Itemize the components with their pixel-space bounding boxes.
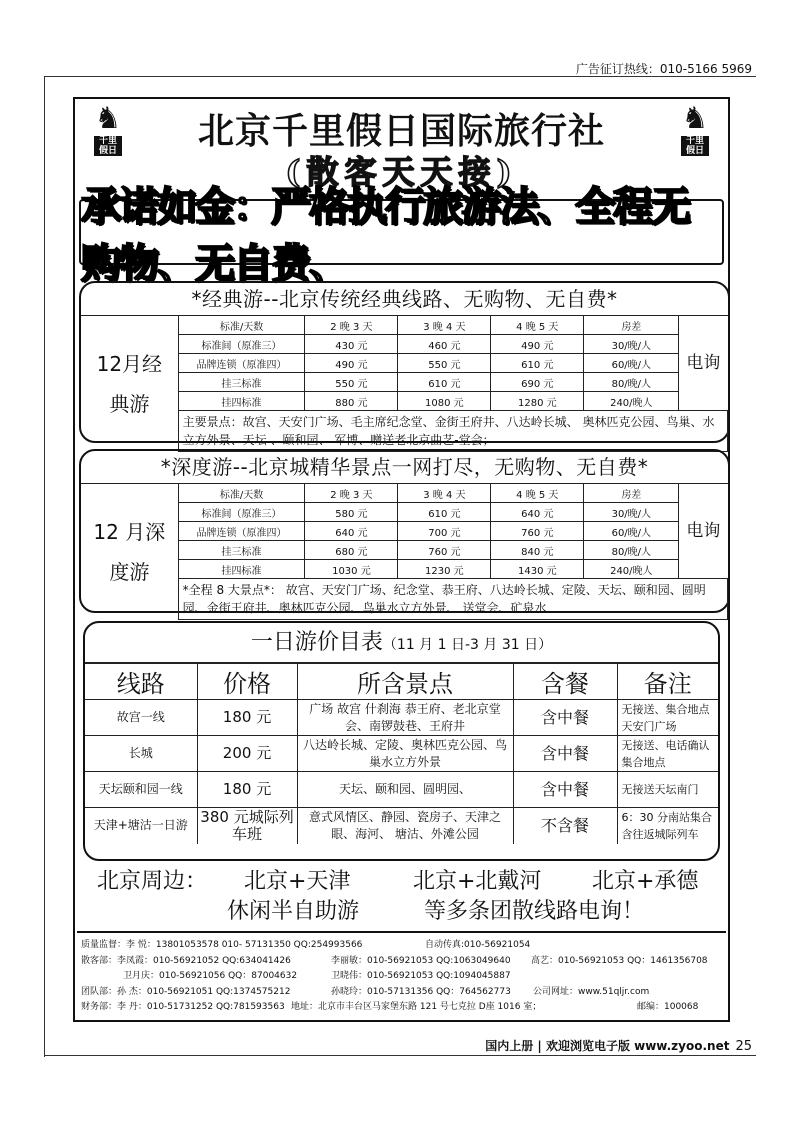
nearby-call: 等多条团散线路电询！	[424, 899, 645, 924]
table-row	[85, 664, 718, 700]
meal-cell: 不含餐	[513, 808, 617, 844]
cell: 标准间（原准三）	[178, 503, 305, 522]
sights-cell: 广场 故宫 什刹海 恭王府、老北京堂会、南锣鼓巷、王府井	[297, 700, 513, 736]
meal-cell: 含中餐	[513, 736, 617, 772]
oneday-period: （11 月 1 日-3 月 31 日）	[382, 637, 553, 653]
cell: 490 元	[305, 354, 398, 373]
contact-entry: 卫晓伟：010-56921053 QQ:1094045887	[331, 971, 511, 981]
column-header: 标准/天数	[178, 316, 305, 335]
oneday-tour-box	[83, 621, 720, 861]
cell: 80/晚/人	[584, 373, 679, 392]
route-cell: 长城	[85, 736, 197, 772]
horse-icon: ♞	[94, 101, 122, 136]
price-cell: 180 元	[197, 700, 297, 736]
table-row	[81, 503, 728, 522]
route-cell: 天津+塘沽一日游	[85, 808, 197, 844]
sights-cell: 意式风情区、静园、瓷房子、天津之眼、海河、 塘沽、外滩公园	[297, 808, 513, 844]
nearby-item: 北京+北戴河	[413, 869, 542, 894]
cell: 580 元	[305, 503, 398, 522]
contact-entry: 李丽敏：010-56921053 QQ:1063049640	[331, 955, 511, 966]
page-number: 25	[735, 1039, 752, 1054]
column-header: 含餐	[513, 664, 617, 700]
oneday-price-table	[85, 663, 718, 844]
nearby-item: 北京+承德	[592, 869, 699, 894]
table-row	[81, 354, 728, 373]
nearby-type: 休闲半自助游	[227, 899, 360, 924]
meal-cell: 含中餐	[513, 772, 617, 808]
contact-row	[81, 938, 722, 954]
left-rule	[44, 76, 45, 1057]
cell: 430 元	[305, 335, 398, 354]
cell: 品牌连锁（原准四）	[178, 354, 305, 373]
deep-tour-box	[79, 449, 730, 613]
contact-row	[81, 969, 722, 985]
cell: 840 元	[491, 541, 584, 560]
table-row	[85, 808, 718, 844]
sights-cell: 天坛、颐和园、圆明园、	[297, 772, 513, 808]
remark-cell: 无接送天坛南门	[617, 772, 718, 808]
cell: 30/晚/人	[584, 335, 679, 354]
oneday-heading	[85, 623, 718, 663]
cell: 610 元	[398, 373, 491, 392]
deep-price-table	[81, 483, 728, 620]
logo-mark: 千里 假日	[681, 136, 709, 156]
table-row	[85, 772, 718, 808]
classic-label: 12月经典游	[81, 316, 178, 452]
column-header: 备注	[617, 664, 718, 700]
contact-entry: 财务部：李 丹：010-51731252 QQ:781593563	[81, 1002, 285, 1012]
cell: 1030 元	[305, 560, 398, 579]
cell: 挂四标准	[178, 392, 305, 411]
column-header: 线路	[85, 664, 197, 700]
contact-entry: 公司网址：www.51qljr.com	[533, 986, 650, 997]
cell: 550 元	[305, 373, 398, 392]
cell: 60/晚/人	[584, 522, 679, 541]
cell: 标准间（原准三）	[178, 335, 305, 354]
deep-sights-note: *全程 8 大景点*： 故宫、天安门广场、纪念堂、恭王府、八达岭长城、定陵、天坛、颐和园、圆明园、金街王府井、奥林匹克公园、鸟巢水立方外景、 送堂会、矿泉水	[178, 579, 727, 620]
classic-tel-inquiry: 电询	[679, 316, 728, 411]
column-header: 房差	[584, 484, 679, 503]
sights-cell: 八达岭长城、定陵、奥林匹克公园、鸟巢水立方外景	[297, 736, 513, 772]
column-header: 标准/天数	[178, 484, 305, 503]
deep-label: 12 月深度游	[81, 484, 178, 620]
cell: 610 元	[398, 503, 491, 522]
cell: 550 元	[398, 354, 491, 373]
route-cell: 天坛颐和园一线	[85, 772, 197, 808]
cell: 60/晚/人	[584, 354, 679, 373]
nearby-row-2	[97, 897, 698, 927]
promise-slogan: 承诺如金：严格执行旅游法、全程无购物、无自费、	[79, 199, 724, 265]
footer-text: 国内上册 | 欢迎浏览电子版 www.zyoo.net	[485, 1039, 730, 1053]
table-row	[81, 373, 728, 392]
cell: 680 元	[305, 541, 398, 560]
cell: 700 元	[398, 522, 491, 541]
cell: 80/晚/人	[584, 541, 679, 560]
cell: 1280 元	[491, 392, 584, 411]
cell: 610 元	[491, 354, 584, 373]
contact-entry: 质量监督：李 悦：13801053578 010- 57131350 QQ:254993566	[81, 940, 363, 950]
remark-cell: 6：30 分南站集合含往返城际列车	[617, 808, 718, 844]
column-header: 房差	[584, 316, 679, 335]
cell: 挂四标准	[178, 560, 305, 579]
contact-row	[81, 1000, 722, 1016]
cell: 240/晚人	[584, 560, 679, 579]
table-row	[81, 522, 728, 541]
contact-entry: 卫月庆：010-56921056 QQ：87004632	[123, 971, 298, 981]
horse-icon: ♞	[681, 101, 709, 136]
oneday-title: 一日游价目表	[250, 630, 383, 655]
contact-entry: 地址：北京市丰台区马家堡东路 121 号七克拉 D座 1016 室；	[291, 1002, 542, 1012]
price-cell: 200 元	[197, 736, 297, 772]
table-row	[85, 700, 718, 736]
cell: 1430 元	[491, 560, 584, 579]
column-header: 价格	[197, 664, 297, 700]
cell: 880 元	[305, 392, 398, 411]
route-cell: 故宫一线	[85, 700, 197, 736]
table-row	[81, 411, 728, 452]
cell: 30/晚/人	[584, 503, 679, 522]
bottom-rule	[44, 1055, 756, 1056]
nearby-item: 北京+天津	[244, 869, 351, 894]
cell: 挂三标准	[178, 541, 305, 560]
cell: 690 元	[491, 373, 584, 392]
page-footer	[485, 1037, 752, 1054]
remark-cell: 无接送、电话确认集合地点	[617, 736, 718, 772]
cell: 240/晚人	[584, 392, 679, 411]
column-header: 2 晚 3 天	[305, 484, 398, 503]
cell: 640 元	[491, 503, 584, 522]
price-cell: 180 元	[197, 772, 297, 808]
column-header: 所含景点	[297, 664, 513, 700]
agency-subtitle: (散客天天接)	[285, 153, 518, 191]
top-rule	[44, 76, 756, 77]
cell: 460 元	[398, 335, 491, 354]
classic-sights-note: 主要景点：故宫、天安门广场、毛主席纪念堂、金街王府井、八达岭长城、 奥林匹克公园、鸟巢、水立方外景、天坛 、颐和园、 军博、赠送老北京曲艺-堂会；	[178, 411, 727, 452]
column-header: 2 晚 3 天	[305, 316, 398, 335]
cell: 1080 元	[398, 392, 491, 411]
column-header: 3 晚 4 天	[398, 484, 491, 503]
contact-entry: 邮编：100068	[637, 1002, 699, 1012]
nearby-routes	[97, 867, 698, 927]
logo-mark: 千里 假日	[94, 136, 122, 156]
contact-entry: 散客部：李凤霞：010-56921052 QQ:634041426	[81, 955, 291, 966]
table-row	[81, 484, 728, 503]
price-cell: 380 元城际列车班	[197, 808, 297, 844]
cell: 640 元	[305, 522, 398, 541]
table-row	[85, 736, 718, 772]
nearby-lead: 北京周边：	[97, 869, 208, 894]
table-row	[81, 335, 728, 354]
contact-block	[77, 931, 726, 1016]
table-row	[81, 316, 728, 335]
contact-entry: 自动传真:010-56921054	[425, 940, 531, 950]
cell: 760 元	[398, 541, 491, 560]
meal-cell: 含中餐	[513, 700, 617, 736]
classic-tour-heading: *经典游--北京传统经典线路、无购物、无自费*	[191, 287, 618, 311]
travel-agency-ad	[73, 97, 730, 1022]
cell: 品牌连锁（原准四）	[178, 522, 305, 541]
column-header: 4 晚 5 天	[491, 316, 584, 335]
column-header: 3 晚 4 天	[398, 316, 491, 335]
agency-title: 北京千里假日国际旅行社	[197, 110, 605, 152]
contact-entry: 孙晓玲：010-57131356 QQ：764562773	[331, 986, 511, 997]
classic-tour-box	[79, 281, 730, 447]
column-header: 4 晚 5 天	[491, 484, 584, 503]
remark-cell: 无接送、集合地点天安门广场	[617, 700, 718, 736]
table-row	[81, 392, 728, 411]
cell: 1230 元	[398, 560, 491, 579]
cell: 760 元	[491, 522, 584, 541]
cell: 490 元	[491, 335, 584, 354]
cell: 挂三标准	[178, 373, 305, 392]
contact-entry: 高艺：010-56921053 QQ：1461356708	[531, 955, 708, 966]
deep-tel-inquiry: 电询	[679, 484, 728, 579]
contact-row	[81, 985, 722, 1001]
contact-row	[81, 954, 722, 970]
deep-tour-heading: *深度游--北京城精华景点一网打尽，无购物、无自费*	[160, 455, 649, 479]
table-row	[81, 560, 728, 579]
hotline-text: 广告征订热线：010-5166 5969	[575, 62, 752, 76]
nearby-row-1	[97, 867, 698, 897]
contact-entry: 团队部：孙 杰：010-56921051 QQ:1374575212	[81, 986, 291, 997]
table-row	[81, 541, 728, 560]
table-row	[81, 579, 728, 620]
classic-price-table	[81, 315, 728, 452]
